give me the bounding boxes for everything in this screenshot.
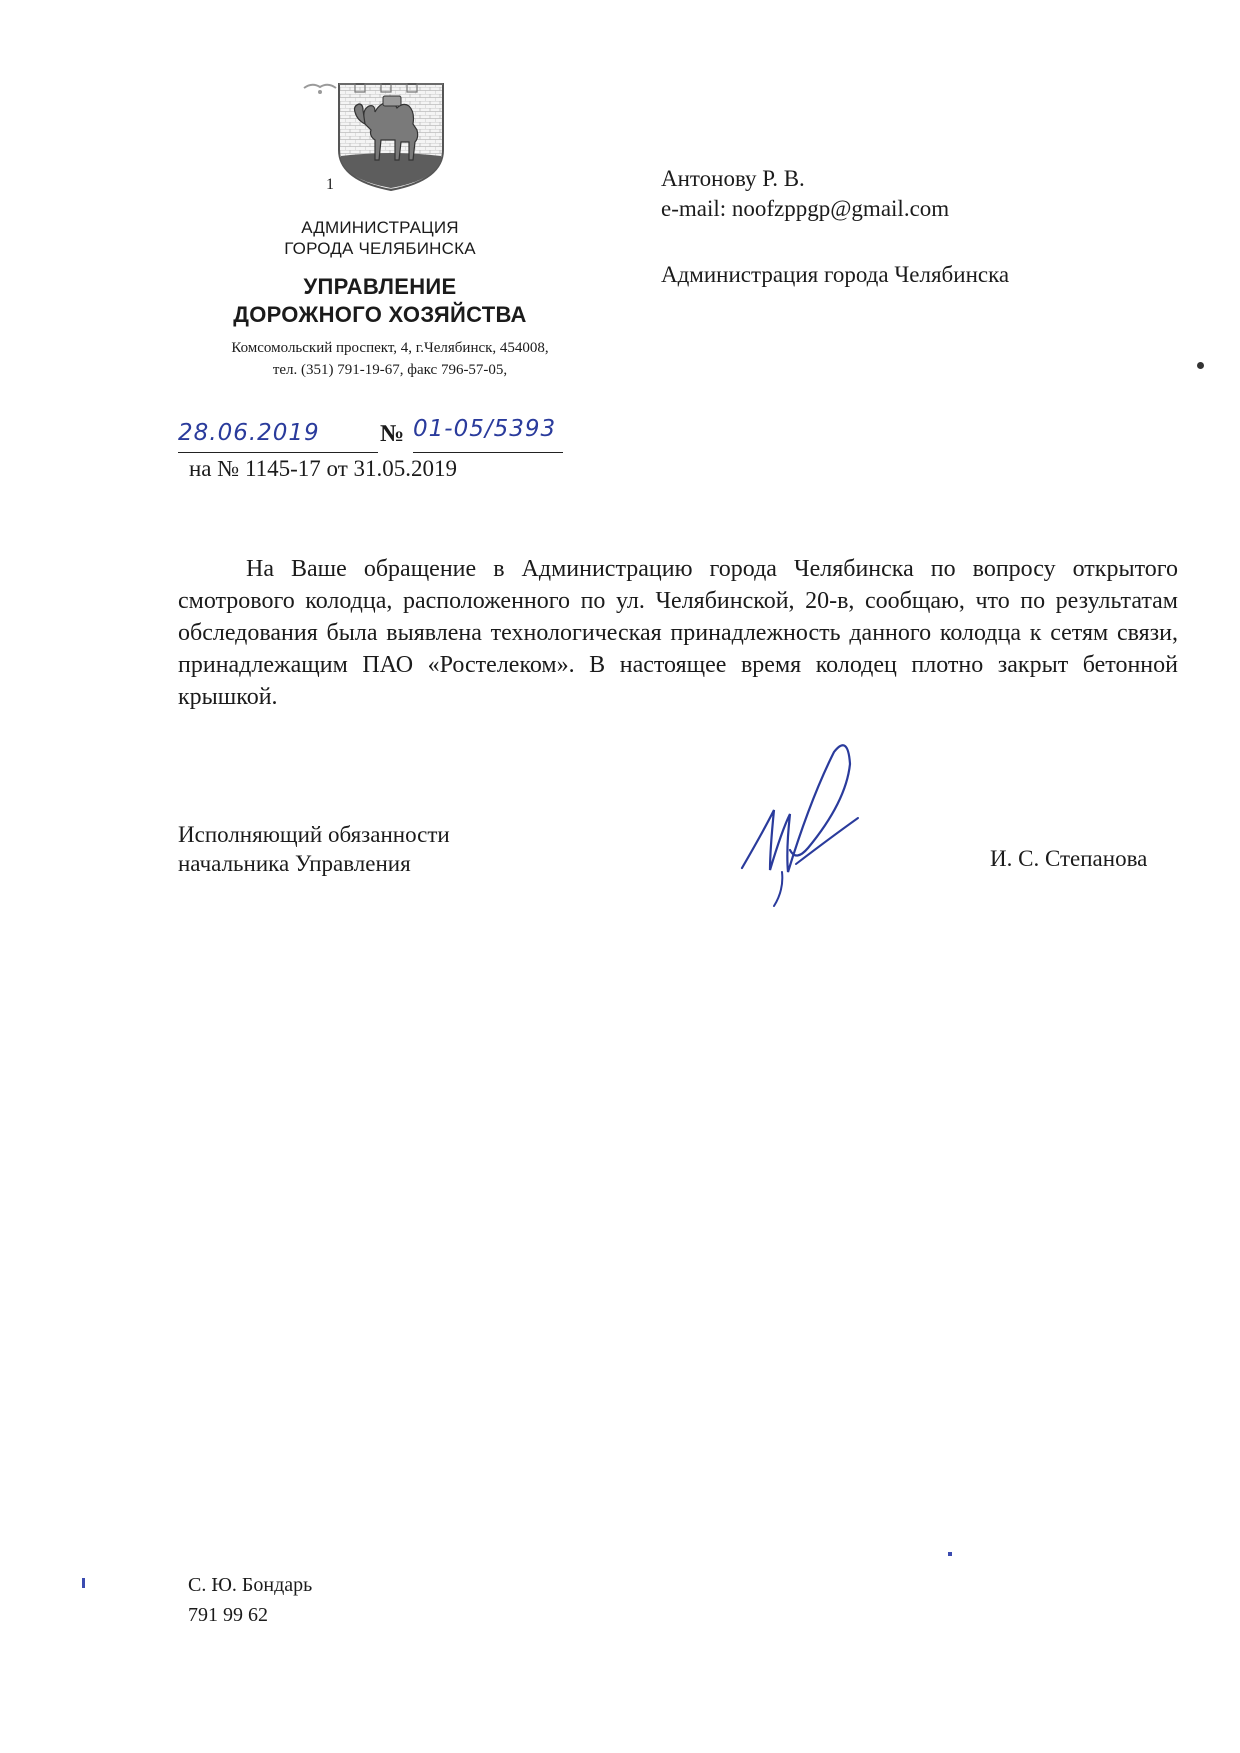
- position-line-1: Исполняющий обязанности: [178, 822, 450, 847]
- recipient-copy: Администрация города Челябинска: [661, 262, 1010, 287]
- admin-line-2: ГОРОДА ЧЕЛЯБИНСКА: [284, 239, 476, 258]
- registration-date-field: [178, 420, 378, 453]
- scan-speck: [948, 1552, 952, 1556]
- registration-date: 28.06.2019: [178, 420, 320, 446]
- reference-line: на № 1145-17 от 31.05.2019: [189, 456, 458, 481]
- chelyabinsk-camel-emblem-icon: [335, 80, 447, 192]
- admin-line-1: АДМИНИСТРАЦИЯ: [301, 218, 459, 237]
- address: Комсомольский проспект, 4, г.Челябинск, 454008,: [231, 340, 549, 356]
- scan-speck: [82, 1578, 85, 1588]
- signer-position: [178, 820, 450, 878]
- crest-mark-icon: [300, 78, 340, 108]
- dept-line-1: УПРАВЛЕНИЕ: [303, 274, 457, 299]
- recipient-name: Антонову Р. В.: [661, 166, 805, 191]
- letterhead: [0, 0, 1240, 400]
- scan-speck: [1197, 362, 1204, 369]
- signer-name: И. С. Степанова: [990, 846, 1148, 871]
- handwritten-signature: [730, 740, 880, 910]
- executor-phone: 791 99 62: [188, 1604, 268, 1626]
- emblem-mark: 1: [326, 176, 334, 193]
- position-line-2: начальника Управления: [178, 851, 411, 876]
- registration-number: 01-05/5393: [413, 416, 557, 442]
- registration-number-field: [413, 416, 563, 453]
- recipient-email: e-mail: noofzppgp@gmail.com: [661, 196, 950, 221]
- executor-block: [188, 1570, 312, 1630]
- number-sign: №: [380, 421, 405, 447]
- phones: тел. (351) 791-19-67, факс 796-57-05,: [272, 362, 508, 378]
- dept-line-2: ДОРОЖНОГО ХОЗЯЙСТВА: [233, 302, 527, 327]
- executor-name: С. Ю. Бондарь: [188, 1574, 313, 1596]
- body-paragraph: На Ваше обращение в Администрацию города Челябинска по вопросу открытого смотрового колодца, расположенного по ул. Челябинской, 20-в, сообщаю, что по результатам обследования была выявлена технологическая принадлежность данного колодца к сетям связи, принадлежащим ПАО «Ростелеком». В настоящее время колодец плотно закрыт бетонной крышкой.: [178, 556, 1178, 710]
